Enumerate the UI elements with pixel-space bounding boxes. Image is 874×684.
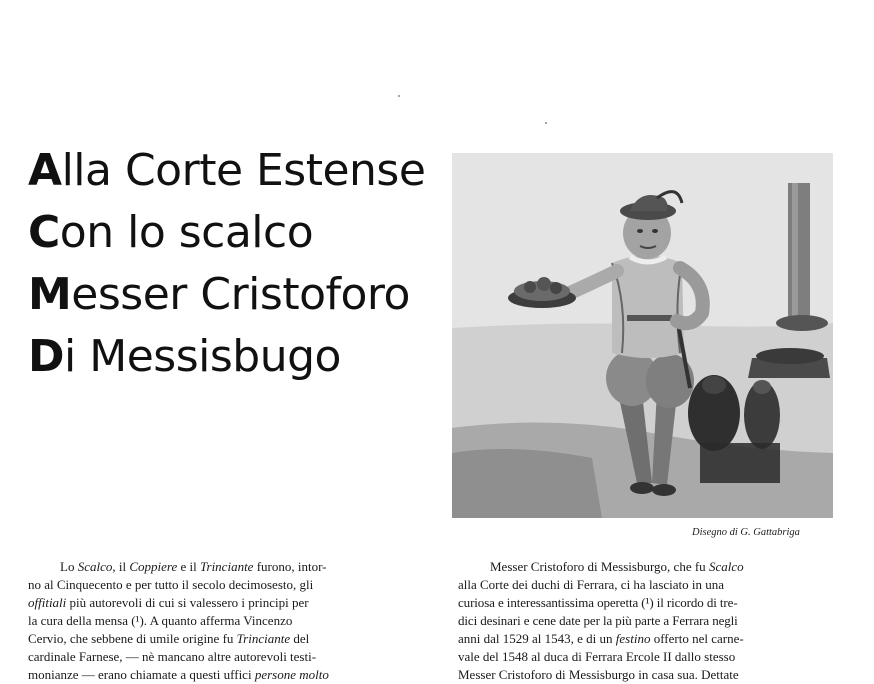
article-title (28, 140, 425, 388)
text-line: no al Cinquecento e per tutto il secolo decimosesto, gli (28, 577, 314, 592)
title-line-2 (28, 202, 425, 264)
scan-speck (545, 122, 547, 124)
title-text: i Messisbugo (64, 331, 341, 382)
title-initial: C (28, 207, 60, 258)
text-line: anni dal 1529 al 1543, e di un festino offerto nel carne- (458, 631, 744, 646)
text-line: curiosa e interessantissima operetta (¹) il ricordo di tre- (458, 595, 738, 610)
paragraph (458, 558, 836, 684)
title-initial: A (28, 145, 62, 196)
text-line: alla Corte dei duchi di Ferrara, ci ha lasciato in una (458, 577, 725, 592)
title-text: lla Corte Estense (61, 145, 426, 196)
text-line: monianze — erano chiamate a questi uffici persone molto (28, 667, 329, 682)
scan-speck (398, 95, 400, 97)
title-initial: M (28, 269, 72, 320)
illustration-drawing (452, 153, 833, 518)
title-text: esser Cristoforo (71, 269, 410, 320)
text-line: la cura della mensa (¹). A quanto afferma Vincenzo (28, 613, 293, 628)
text-line: offitiali più autorevoli di cui si valessero i principi per (28, 595, 309, 610)
text-line: Cervio, che sebbene di umile origine fu Trinciante del (28, 631, 310, 646)
title-line-3 (28, 264, 425, 326)
title-initial: D (28, 331, 65, 382)
title-line-4 (28, 326, 425, 388)
text-line: dici desinari e cene date per la più parte a Ferrara negli (458, 613, 738, 628)
scalco-figure-drawing (452, 153, 833, 518)
paragraph (28, 558, 423, 684)
illustration-caption: Disegno di G. Gattabriga (692, 527, 800, 538)
text-line: Messer Cristoforo di Messisburgo, che fu Scalco (490, 559, 744, 574)
body-column-right (458, 558, 836, 684)
title-text: on lo scalco (59, 207, 314, 258)
text-line: cardinale Farnese, — nè mancano altre autorevoli testi- (28, 649, 317, 664)
body-column-left (28, 558, 423, 684)
text-line: Messer Cristoforo di Messisburgo in casa sua. Dettate (458, 667, 739, 682)
text-line: vale del 1548 al duca di Ferrara Ercole II dallo stesso (458, 649, 736, 664)
title-line-1 (28, 140, 425, 202)
text-line: Lo Scalco, il Coppiere e il Trinciante furono, intor- (60, 559, 327, 574)
